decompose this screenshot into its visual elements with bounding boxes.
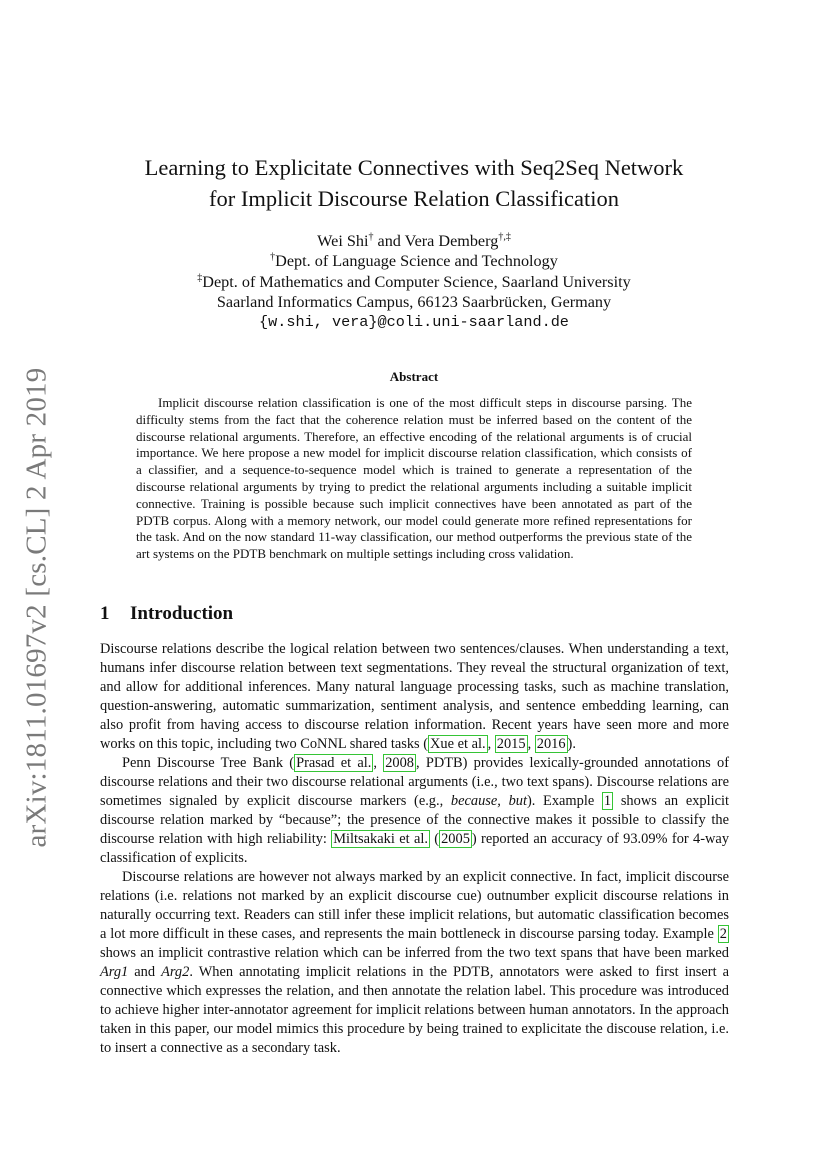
paragraph-3-text: and: [128, 964, 162, 980]
author-1-mark: †: [368, 231, 374, 243]
abstract-heading: Abstract: [389, 369, 439, 384]
paragraph-3-text: . When annotating implicit relations in the PDTB, annotators were asked to first insert a connective which expresses the relation, and then annotate the relation label. This procedure was introduced to achieve higher inter-annotator agreement for implicit relations between human annotators. In the approach taken in this paper, our model mimics this procedure by being trained to explicitate the discouse relation, i.e. to insert a connective as a secondary task.: [100, 964, 729, 1056]
affiliation-2-mark: ‡: [197, 272, 203, 284]
paragraph-3-text: Discourse relations are however not always marked by an explicit connective. In fact, implicit discourse relations (i.e. relations not marked by an explicit discourse cue) outnumber explicit discourse relations in naturally occurring text. Readers can still infer these implicit relations, but automatic classification becomes a lot more difficult in these cases, and represents the main bottleneck in discourse parsing today. Example: [100, 869, 729, 942]
body-text: [100, 640, 729, 1058]
citation-separator: ,: [373, 755, 384, 771]
arxiv-identifier-text: arXiv:1811.01697v2 [cs.CL] 2 Apr 2019: [20, 367, 53, 847]
affiliation-2: [100, 272, 728, 292]
emphasis-text: because, but: [450, 793, 527, 809]
author-2-name: Vera Demberg: [404, 232, 499, 250]
paragraph-2-text: Penn Discourse Tree Bank (: [122, 755, 295, 771]
emphasis-text: Arg1: [100, 964, 129, 980]
paragraph-2-text: (: [429, 831, 440, 847]
citation-separator: ,: [487, 736, 495, 752]
citation-separator: ,: [527, 736, 535, 752]
emphasis-text: Arg2: [161, 964, 190, 980]
paragraph-1-end: ).: [567, 736, 576, 752]
citation-link[interactable]: 2015: [496, 736, 526, 752]
paper-title: [100, 152, 728, 214]
paragraph-2: [100, 754, 729, 868]
section-number: 1: [100, 603, 110, 624]
paragraph-1-text: Discourse relations describe the logical relation between two sentences/clauses. When understanding a text, humans infer discourse relation between text segmentations. They reveal the structural organization of text, and allow for additional inferences. Many natural language processing tasks, such as machine translation, question-answering, automatic summarization, sentiment analysis, and sentence embedding learning, can also profit from having access to discourse relation information. Recent years have seen more and more works on this topic, including two CoNNL shared tasks (: [100, 641, 729, 752]
paragraph-2-text: ) reported an accuracy of 93.09% for 4-way classification of explicits.: [100, 831, 730, 866]
title-line-2: for Implicit Discourse Relation Classification: [209, 186, 619, 211]
author-join: and: [373, 232, 405, 250]
citation-link[interactable]: 2016: [536, 736, 566, 752]
affiliation-1: [100, 251, 728, 271]
author-1-name: Wei Shi: [317, 232, 369, 250]
paragraph-2-text: ). Example: [526, 793, 602, 809]
citation-link[interactable]: 2005: [441, 831, 470, 847]
affiliation-1-text: Dept. of Language Science and Technology: [275, 252, 558, 271]
affiliation-2-text: Dept. of Mathematics and Computer Science, Saarland University: [202, 272, 631, 291]
paragraph-3-text: shows an implicit contrastive relation which can be inferred from the two text spans that have been marked: [100, 945, 729, 961]
author-names: [100, 231, 728, 251]
author-email[interactable]: {w.shi, vera}@coli.uni-saarland.de: [259, 313, 569, 332]
example-ref-link[interactable]: 1: [603, 793, 612, 809]
abstract-text: Implicit discourse relation classification is one of the most difficult steps in discourse parsing. The difficulty stems from the fact that the coherence relation must be inferred based on the content of the discourse relational arguments. Therefore, an effective encoding of the relational arguments is of crucial importance. We here propose a new model for implicit discourse relation classification, which consists of a classifier, and a sequence-to-sequence model which is trained to generate a representation of the discourse relational arguments by trying to predict the relational arguments including a suitable implicit connective. Training is possible because such implicit connectives have been annotated as part of the PDTB corpus. Along with a memory network, our model could generate more refined representations for the task. And on the now standard 11-way classification, our method outperforms the previous state of the art systems on the PDTB benchmark on multiple settings including cross validation.: [136, 395, 692, 562]
paragraph-2-text: , PDTB) provides lexically-grounded annotations of discourse relations and their two discourse relational arguments (i.e., two text spans). Discourse relations are sometimes signaled by explicit discourse markers (e.g.,: [100, 755, 730, 809]
title-line-1: Learning to Explicitate Connectives with Seq2Seq Network: [144, 155, 684, 180]
author-block: [100, 231, 728, 332]
author-2-mark: †,‡: [498, 231, 511, 243]
paragraph-1: [100, 640, 729, 754]
section-title: Introduction: [130, 603, 234, 624]
arxiv-identifier: [10, 367, 64, 847]
section-heading: [100, 603, 233, 625]
citation-link[interactable]: Miltsakaki et al.: [333, 831, 428, 847]
affiliation-3: Saarland Informatics Campus, 66123 Saarbrücken, Germany: [216, 292, 612, 311]
affiliation-1-mark: †: [270, 251, 276, 263]
paragraph-2-text: shows an explicit discourse relation marked by “because”; the presence of the connective makes it possible to classify the discourse relation with high reliability:: [100, 793, 729, 847]
paragraph-3: [100, 868, 729, 1058]
citation-link[interactable]: Xue et al.: [430, 736, 486, 752]
citation-link[interactable]: Prasad et al.: [296, 755, 372, 771]
example-ref-link[interactable]: 2: [719, 926, 727, 942]
citation-link[interactable]: 2008: [385, 755, 414, 771]
